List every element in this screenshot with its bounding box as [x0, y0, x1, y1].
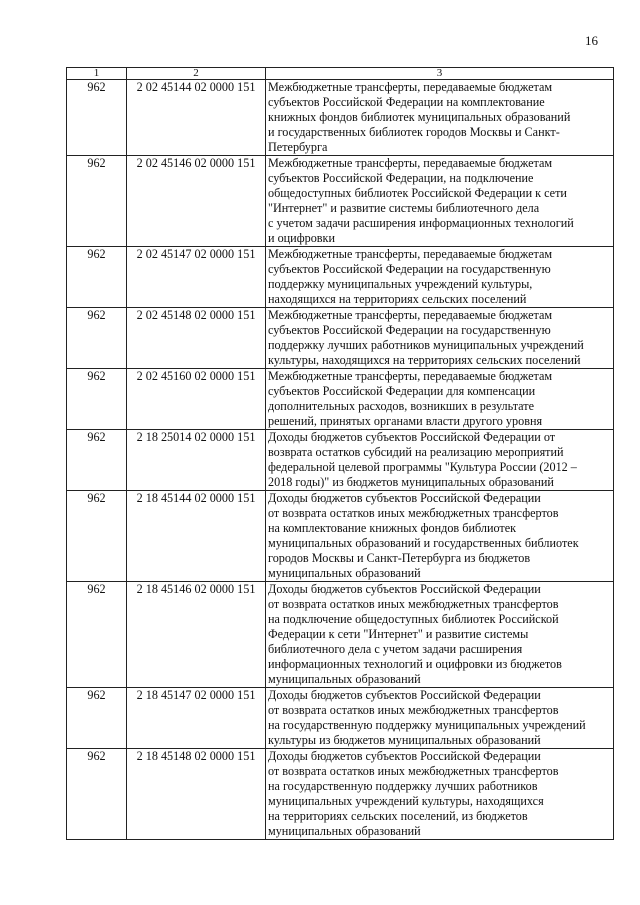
table-row — [67, 369, 614, 430]
description-line: возврата остатков субсидий на реализацию мероприятий — [268, 445, 564, 459]
admin-code-cell: 962 — [67, 80, 127, 156]
admin-code-cell: 962 — [67, 369, 127, 430]
description-line: поддержку муниципальных учреждений культуры, — [268, 277, 533, 291]
admin-code-cell: 962 — [67, 308, 127, 369]
description-line: Доходы бюджетов субъектов Российской Федерации от — [268, 430, 556, 444]
table-row — [67, 491, 614, 582]
description-line: библиотечного дела с учетом задачи расширения — [268, 642, 523, 656]
description-line: на государственную поддержку муниципальных учреждений — [268, 718, 586, 732]
description-line: муниципальных образований — [268, 672, 421, 686]
description-line: субъектов Российской Федерации на комплектование — [268, 95, 545, 109]
table-row — [67, 247, 614, 308]
description-line: на подключение общедоступных библиотек Российской — [268, 612, 559, 626]
description-line: Межбюджетные трансферты, передаваемые бюджетам — [268, 247, 553, 261]
income-code-cell: 2 02 45147 02 0000 151 — [127, 247, 266, 308]
description-line: культуры из бюджетов муниципальных образований — [268, 733, 541, 747]
income-code-cell: 2 18 25014 02 0000 151 — [127, 430, 266, 491]
description-line: субъектов Российской Федерации на государственную — [268, 262, 551, 276]
income-code-cell: 2 02 45160 02 0000 151 — [127, 369, 266, 430]
table-row — [67, 430, 614, 491]
description-line: от возврата остатков иных межбюджетных трансфертов — [268, 506, 559, 520]
description-line: Межбюджетные трансферты, передаваемые бюджетам — [268, 308, 553, 322]
description-cell — [266, 491, 614, 582]
description-line: Доходы бюджетов субъектов Российской Федерации — [268, 491, 541, 505]
description-line: Федерации к сети "Интернет" и развитие системы — [268, 627, 529, 641]
description-line: муниципальных учреждений культуры, находящихся — [268, 794, 544, 808]
income-code-cell: 2 18 45148 02 0000 151 — [127, 749, 266, 840]
description-line: федеральной целевой программы "Культура России (2012 – — [268, 460, 577, 474]
description-line: Межбюджетные трансферты, передаваемые бюджетам — [268, 369, 553, 383]
description-cell — [266, 688, 614, 749]
description-line: культуры, находящихся на территориях сельских поселений — [268, 353, 581, 367]
description-line: Петербурга — [268, 140, 328, 154]
description-line: субъектов Российской Федерации, на подключение — [268, 171, 534, 185]
description-line: субъектов Российской Федерации на государственную — [268, 323, 551, 337]
description-line: на комплектование книжных фондов библиотек — [268, 521, 517, 535]
description-cell — [266, 80, 614, 156]
income-code-cell: 2 18 45147 02 0000 151 — [127, 688, 266, 749]
description-line: и оцифровки — [268, 231, 335, 245]
description-cell — [266, 156, 614, 247]
table-row — [67, 688, 614, 749]
description-line: городов Москвы и Санкт-Петербурга из бюджетов — [268, 551, 531, 565]
description-line: от возврата остатков иных межбюджетных трансфертов — [268, 764, 559, 778]
description-line: книжных фондов библиотек муниципальных образований — [268, 110, 571, 124]
admin-code-cell: 962 — [67, 749, 127, 840]
column-header-3: 3 — [266, 68, 614, 80]
description-line: с учетом задачи расширения информационных технологий — [268, 216, 574, 230]
income-code-cell: 2 02 45146 02 0000 151 — [127, 156, 266, 247]
description-cell — [266, 308, 614, 369]
description-cell — [266, 430, 614, 491]
income-code-cell: 2 02 45148 02 0000 151 — [127, 308, 266, 369]
admin-code-cell: 962 — [67, 688, 127, 749]
description-line: от возврата остатков иных межбюджетных трансфертов — [268, 597, 559, 611]
description-line: муниципальных образований — [268, 824, 421, 838]
income-code-cell: 2 18 45144 02 0000 151 — [127, 491, 266, 582]
description-line: на территориях сельских поселений, из бюджетов — [268, 809, 528, 823]
description-cell — [266, 749, 614, 840]
description-line: Межбюджетные трансферты, передаваемые бюджетам — [268, 156, 553, 170]
description-line: решений, принятых органами власти другого уровня — [268, 414, 543, 428]
admin-code-cell: 962 — [67, 156, 127, 247]
admin-code-cell: 962 — [67, 430, 127, 491]
column-header-2: 2 — [127, 68, 266, 80]
description-cell — [266, 369, 614, 430]
table-header-row — [67, 68, 614, 80]
income-code-cell: 2 18 45146 02 0000 151 — [127, 582, 266, 688]
admin-code-cell: 962 — [67, 247, 127, 308]
description-line: субъектов Российской Федерации для компенсации — [268, 384, 536, 398]
description-line: дополнительных расходов, возникших в результате — [268, 399, 535, 413]
description-line: и государственных библиотек городов Москвы и Санкт- — [268, 125, 560, 139]
description-line: муниципальных образований — [268, 566, 421, 580]
description-line: Доходы бюджетов субъектов Российской Федерации — [268, 749, 541, 763]
table-row — [67, 156, 614, 247]
description-cell — [266, 247, 614, 308]
admin-code-cell: 962 — [67, 491, 127, 582]
description-line: на государственную поддержку лучших работников — [268, 779, 538, 793]
description-line: 2018 годы)" из бюджетов муниципальных образований — [268, 475, 554, 489]
admin-code-cell: 962 — [67, 582, 127, 688]
description-line: Доходы бюджетов субъектов Российской Федерации — [268, 582, 541, 596]
description-line: Доходы бюджетов субъектов Российской Федерации — [268, 688, 541, 702]
page-number: 16 — [585, 33, 598, 48]
income-code-cell: 2 02 45144 02 0000 151 — [127, 80, 266, 156]
description-line: от возврата остатков иных межбюджетных трансфертов — [268, 703, 559, 717]
description-line: общедоступных библиотек Российской Федерации к сети — [268, 186, 567, 200]
description-line: "Интернет" и развитие системы библиотечного дела — [268, 201, 540, 215]
description-cell — [266, 582, 614, 688]
description-line: информационных технологий и оцифровки из бюджетов — [268, 657, 562, 671]
table-row — [67, 749, 614, 840]
description-line: находящихся на территориях сельских поселений — [268, 292, 527, 306]
description-line: поддержку лучших работников муниципальных учреждений — [268, 338, 584, 352]
table-row — [67, 582, 614, 688]
description-line: Межбюджетные трансферты, передаваемые бюджетам — [268, 80, 553, 94]
table-row — [67, 308, 614, 369]
description-line: муниципальных образований и государственных библиотек — [268, 536, 579, 550]
column-header-1: 1 — [67, 68, 127, 80]
table-row — [67, 80, 614, 156]
income-codes-table — [66, 67, 614, 840]
